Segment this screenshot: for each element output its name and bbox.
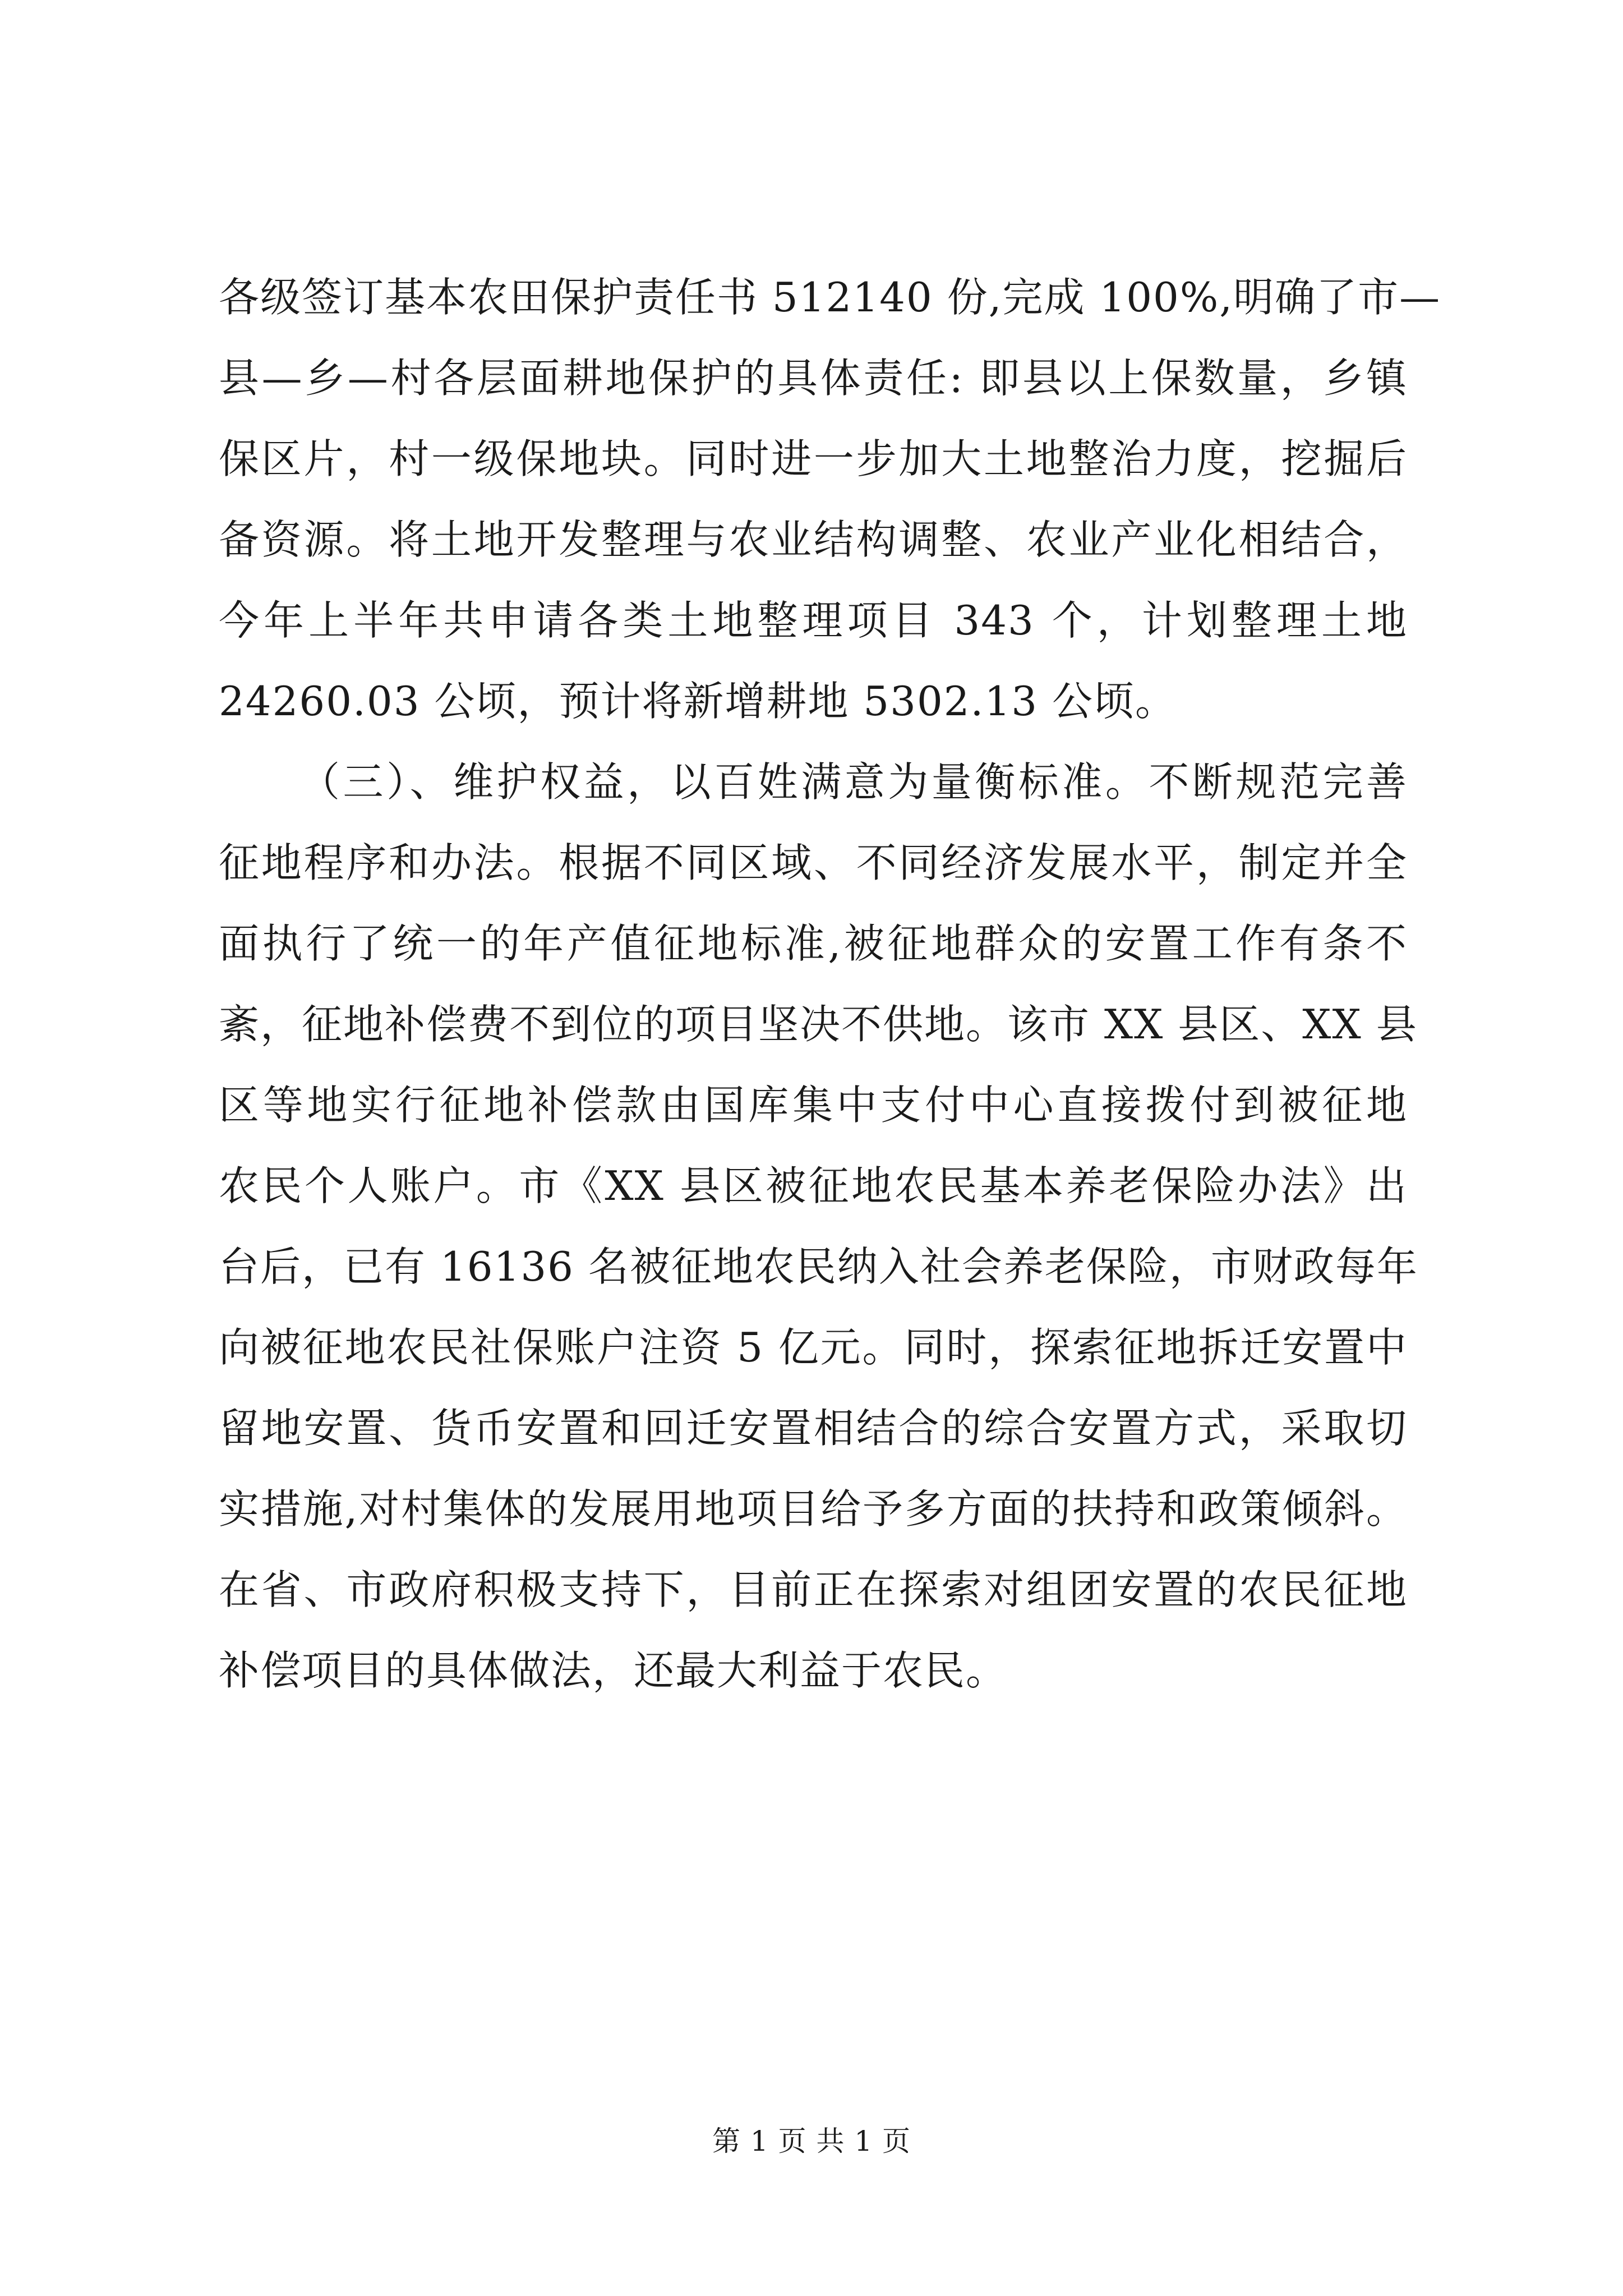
text-line: 台后，已有 16136 名被征地农民纳入社会养老保险，市财政每年: [219, 1243, 1418, 1290]
text-line: 征地程序和办法。根据不同区域、不同经济发展水平，制定并全: [219, 839, 1408, 886]
text-line: 备资源。将土地开发整理与农业结构调整、农业产业化相结合，: [219, 516, 1408, 563]
text-line: 向被征地农民社保账户注资 5 亿元。同时，探索征地拆迁安置中: [219, 1324, 1408, 1371]
text-line-paragraph-end: 24260.03 公顷，预计将新增耕地 5302.13 公顷。: [219, 678, 1177, 725]
text-line-paragraph-end: 补偿项目的具体做法，还最大利益于农民。: [219, 1647, 1008, 1694]
text-line: 面执行了统一的年产值征地标准,被征地群众的安置工作有条不: [219, 920, 1408, 967]
page-footer: 第 1 页 共 1 页: [712, 2125, 911, 2157]
text-line: 今年上半年共申请各类土地整理项目 343 个，计划整理土地: [219, 597, 1408, 644]
text-line: 保区片，村一级保地块。同时进一步加大土地整治力度，挖掘后: [219, 435, 1408, 482]
body-text: [219, 257, 1441, 1711]
text-line-paragraph-start: （三）、维护权益，以百姓满意为量衡标准。不断规范完善: [299, 758, 1408, 806]
text-line: 县—乡—村各层面耕地保护的具体责任: 即县以上保数量，乡镇: [219, 355, 1408, 402]
text-line: 实措施,对村集体的发展用地项目给予多方面的扶持和政策倾斜。: [219, 1485, 1408, 1533]
text-line: 农民个人账户。市《XX 县区被征地农民基本养老保险办法》出: [219, 1162, 1408, 1209]
text-line: 各级签订基本农田保护责任书 512140 份,完成 100%,明确了市—: [219, 274, 1441, 321]
text-line: 紊，征地补偿费不到位的项目坚决不供地。该市 XX 县区、XX 县: [219, 1001, 1418, 1048]
text-line: 区等地实行征地补偿款由国库集中支付中心直接拨付到被征地: [219, 1082, 1408, 1129]
text-line: 留地安置、货币安置和回迁安置相结合的综合安置方式，采取切: [219, 1405, 1408, 1452]
text-line: 在省、市政府积极支持下，目前正在探索对组团安置的农民征地: [219, 1566, 1408, 1613]
